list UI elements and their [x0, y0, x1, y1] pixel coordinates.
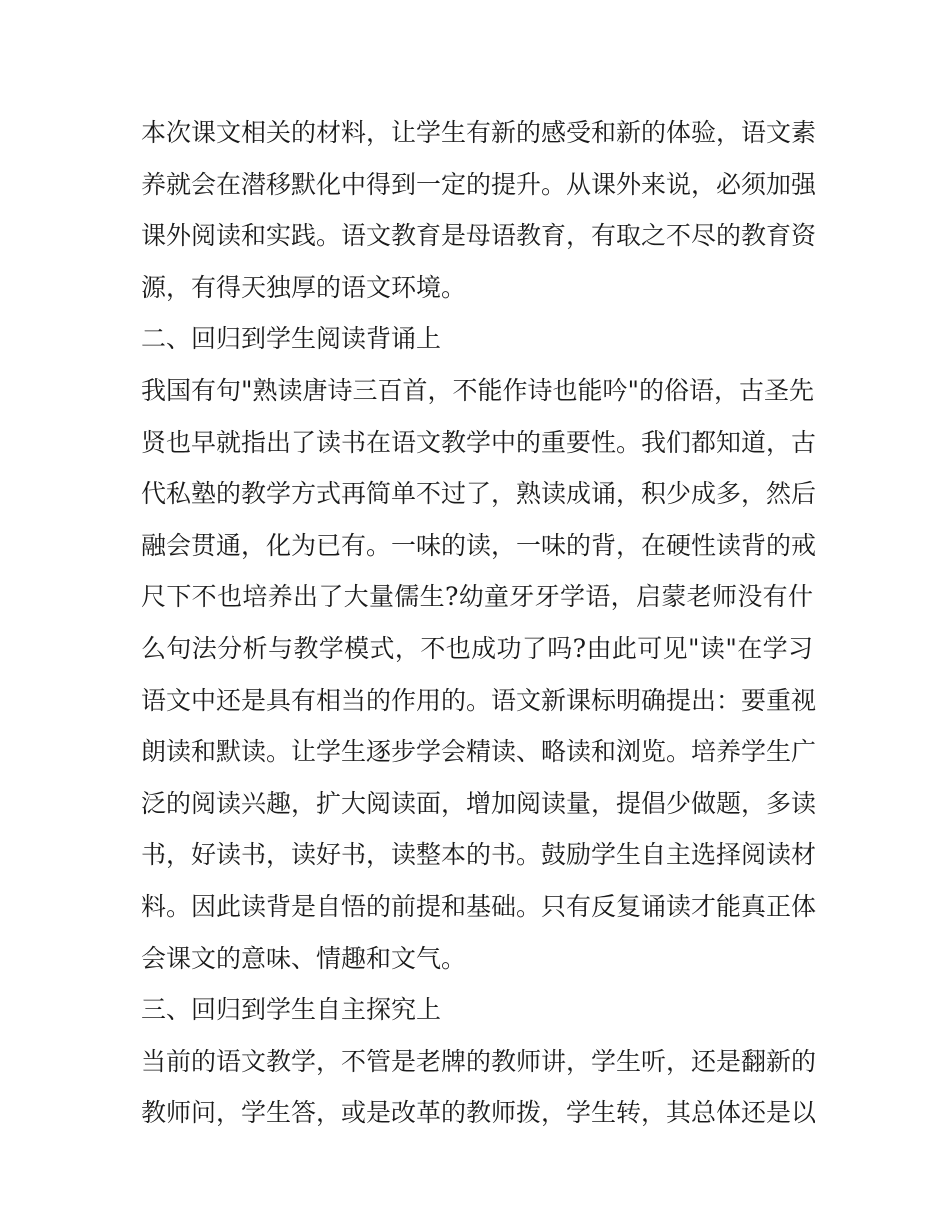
text-line: 养就会在潜移默化中得到一定的提升。从课外来说，必须加强: [141, 169, 817, 199]
text-line: 泛的阅读兴趣，扩大阅读面，增加阅读量，提倡少做题，多读: [141, 788, 817, 818]
text-line: 书，好读书，读好书，读整本的书。鼓励学生自主选择阅读材: [141, 840, 817, 870]
text-line: 融会贯通，化为已有。一味的读，一味的背，在硬性读背的戒: [141, 530, 817, 560]
text-line: 源，有得天独厚的语文环境。: [141, 272, 467, 302]
text-line: 尺下不也培养出了大量儒生?幼童牙牙学语，启蒙老师没有什: [141, 582, 813, 612]
text-line: 教师问，学生答，或是改革的教师拨，学生转，其总体还是以: [141, 1098, 817, 1128]
text-line: 我国有句"熟读唐诗三百首，不能作诗也能吟"的俗语，古圣先: [141, 375, 815, 405]
body-text: [141, 107, 817, 1139]
text-line: 本次课文相关的材料，让学生有新的感受和新的体验，语文素: [141, 118, 817, 147]
text-line: 会课文的意味、情趣和文气。: [141, 943, 467, 973]
text-line: 代私塾的教学方式再简单不过了，熟读成诵，积少成多，然后: [141, 479, 817, 509]
text-line: 么句法分析与教学模式，不也成功了吗?由此可见"读"在学习: [141, 633, 813, 663]
text-line: 课外阅读和实践。语文教育是母语教育，有取之不尽的教育资: [141, 221, 817, 251]
text-line: 料。因此读背是自悟的前提和基础。只有反复诵读才能真正体: [141, 891, 817, 921]
text-line: 三、回归到学生自主探究上: [141, 995, 442, 1025]
text-line: 语文中还是具有相当的作用的。语文新课标明确提出：要重视: [141, 685, 817, 715]
text-line: 二、回归到学生阅读背诵上: [141, 324, 442, 354]
text-line: 朗读和默读。让学生逐步学会精读、略读和浏览。培养学生广: [141, 737, 817, 767]
text-line: 贤也早就指出了读书在语文教学中的重要性。我们都知道，古: [141, 427, 817, 457]
text-line: 当前的语文教学，不管是老牌的教师讲，学生听，还是翻新的: [141, 1046, 817, 1076]
